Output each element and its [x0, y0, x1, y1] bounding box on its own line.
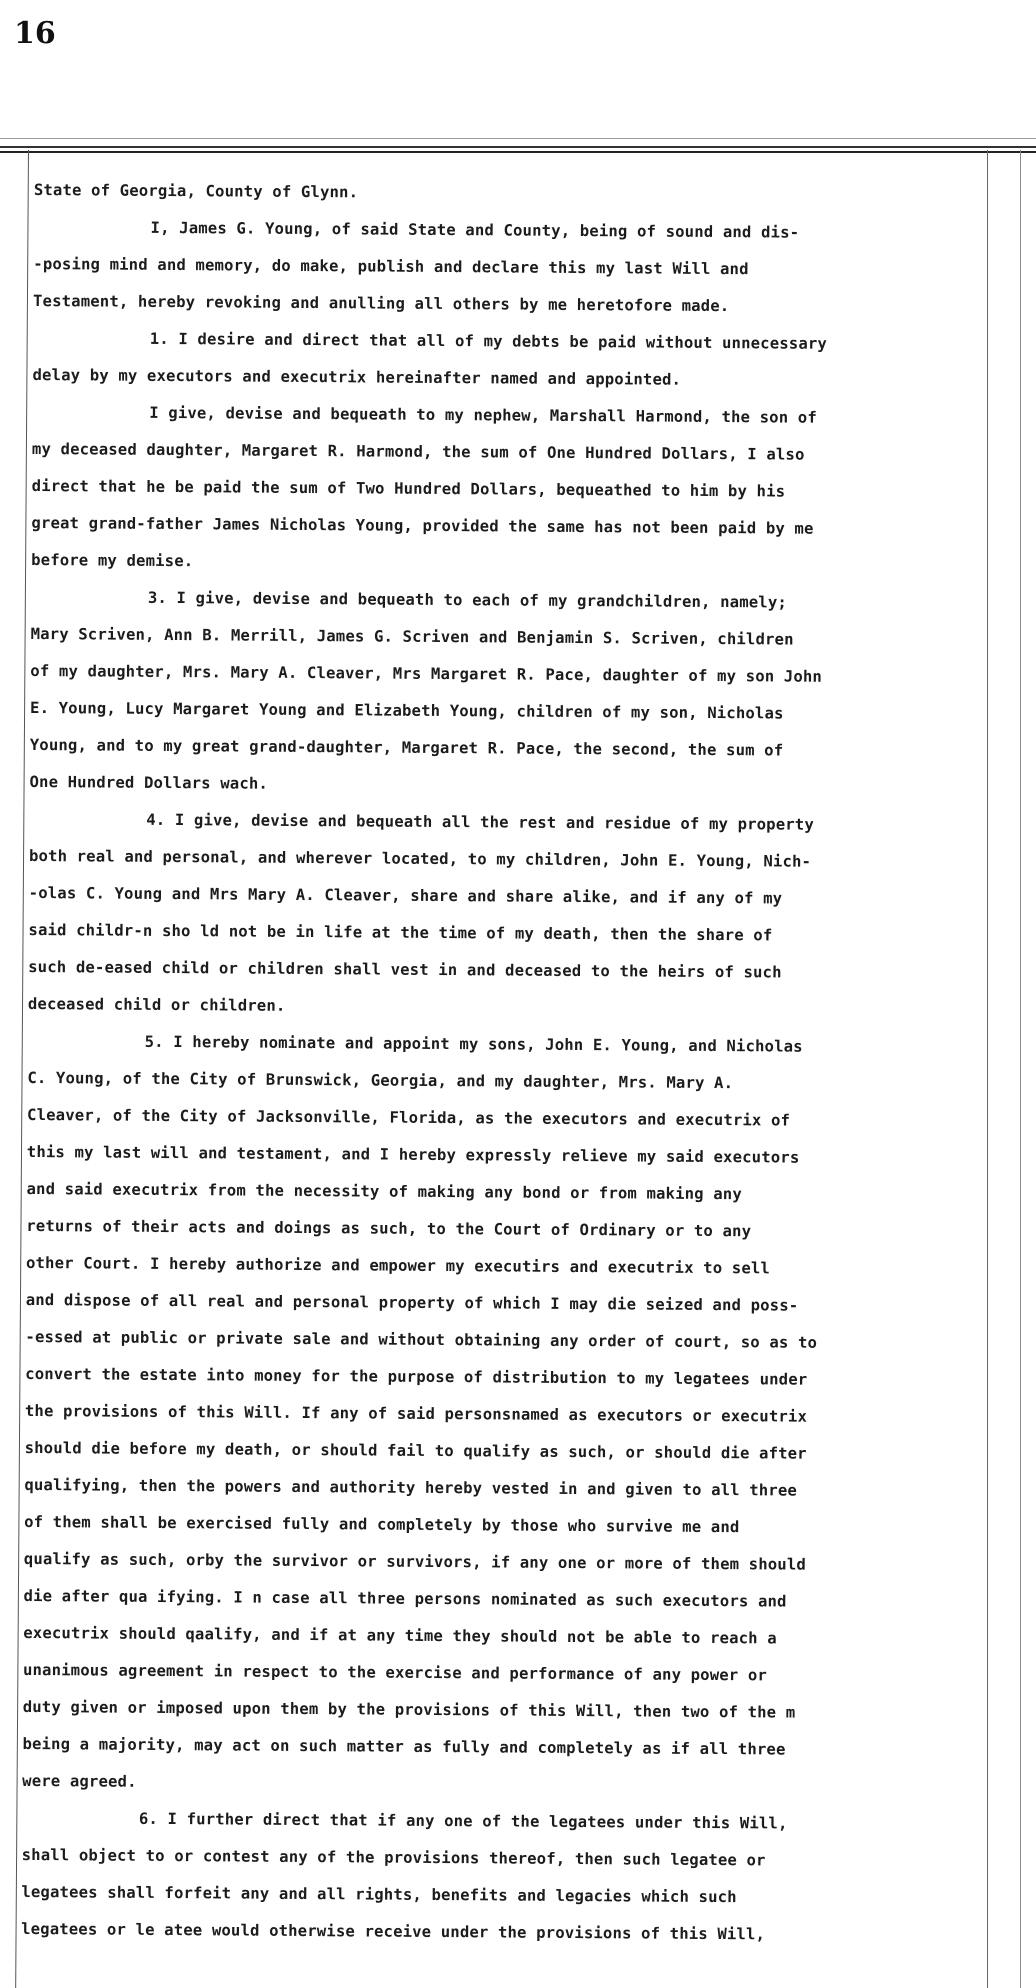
text-line: I, James G. Young, of said State and County, being of sound and dis-	[150, 218, 800, 242]
header-rule-heavy	[0, 151, 1036, 153]
text-line: State of Georgia, County of Glynn.	[33, 180, 359, 202]
text-line: of them shall be exercised fully and completely by those who survive me and	[24, 1512, 740, 1537]
text-line: executrix should qaalify, and if at any time they should not be able to reach a	[23, 1623, 777, 1648]
text-line: my deceased daughter, Margaret R. Harmond, the sum of One Hundred Dollars, I also	[31, 439, 805, 464]
text-line: and said executrix from the necessity of making any bond or from making any	[26, 1179, 742, 1204]
text-line: shall object to or contest any of the provisions thereof, then such legatee or	[21, 1845, 766, 1870]
text-line: C. Young, of the City of Brunswick, Georgia, and my daughter, Mrs. Mary A.	[27, 1068, 734, 1093]
text-line: legatees or le atee would otherwise receive under the provisions of this Will,	[21, 1919, 766, 1944]
text-line: of my daughter, Mrs. Mary A. Cleaver, Mrs Margaret R. Pace, daughter of my son John	[30, 661, 823, 686]
text-line: said childr-n sho ld not be in life at the time of my death, then the share of	[28, 920, 773, 945]
text-line: and dispose of all real and personal property of which I may die seized and poss-	[25, 1290, 799, 1315]
text-line: both real and personal, and wherever located, to my children, John E. Young, Nich-	[28, 846, 812, 871]
text-line: Mary Scriven, Ann B. Merrill, James G. Scriven and Benjamin S. Scriven, children	[30, 624, 794, 649]
text-line: 4. I give, devise and bequeath all the rest and residue of my property	[146, 810, 814, 834]
text-line: returns of their acts and doings as such, to the Court of Ordinary or to any	[26, 1216, 752, 1241]
text-line: qualify as such, orby the survivor or survivors, if any one or more of them should	[23, 1549, 807, 1574]
text-line: One Hundred Dollars wach.	[29, 772, 269, 793]
text-line: qualifying, then the powers and authority hereby vested in and given to all three	[24, 1475, 798, 1500]
text-line: 5. I hereby nominate and appoint my sons, John E. Young, and Nicholas	[144, 1032, 803, 1056]
text-line: this my last will and testament, and I hereby expressly relieve my said executors	[26, 1142, 800, 1167]
text-line: I give, devise and bequeath to my nephew, Marshall Harmond, the son of	[149, 403, 817, 427]
will-text-body	[21, 172, 999, 1955]
text-line: convert the estate into money for the purpose of distribution to my legatees under	[25, 1364, 808, 1389]
text-line: should die before my death, or should fail to qualify as such, or should die after	[24, 1438, 807, 1463]
text-line: direct that he be paid the sum of Two Hundred Dollars, bequeathed to him by his	[31, 476, 786, 501]
text-line: were agreed.	[22, 1771, 137, 1791]
text-line: 6. I further direct that if any one of the legatees under this Will,	[138, 1809, 788, 1833]
text-line: 1. I desire and direct that all of my debts be paid without unnecessary	[149, 329, 828, 353]
text-line: E. Young, Lucy Margaret Young and Elizabeth Young, children of my son, Nicholas	[30, 698, 784, 723]
text-line: great grand-father James Nicholas Young, provided the same has not been paid by me	[31, 513, 814, 538]
text-line: duty given or imposed upon them by the provisions of this Will, then two of the m	[22, 1697, 796, 1722]
header-rule-thin	[0, 138, 1036, 139]
text-line: Cleaver, of the City of Jacksonville, Florida, as the executors and executrix of	[27, 1105, 791, 1130]
text-line: other Court. I hereby authorize and empower my executirs and executrix to sell	[25, 1253, 771, 1278]
text-line: before my demise.	[31, 550, 194, 571]
text-line: Young, and to my great grand-daughter, Margaret R. Pace, the second, the sum of	[29, 735, 784, 760]
text-line: -essed at public or private sale and without obtaining any order of court, so as to	[25, 1327, 818, 1352]
text-line: the provisions of this Will. If any of said personsnamed as executors or executrix	[24, 1401, 808, 1426]
text-line: deceased child or children.	[27, 994, 286, 1015]
text-line: being a majority, may act on such matter as fully and completely as if all three	[22, 1734, 786, 1759]
text-line: die after qua ifying. I n case all three persons nominated as such executors and	[23, 1586, 787, 1611]
header-rule	[0, 146, 1036, 148]
text-line: -olas C. Young and Mrs Mary A. Cleaver, share and share alike, and if any of my	[28, 883, 783, 908]
text-line: delay by my executors and executrix hereinafter named and appointed.	[32, 365, 682, 389]
text-line: unanimous agreement in respect to the exercise and performance of any power or	[22, 1660, 768, 1685]
text-line: Testament, hereby revoking and anulling all others by me heretofore made.	[32, 291, 730, 316]
text-line: legatees shall forfeit any and all rights, benefits and legacies which such	[21, 1882, 737, 1907]
text-line: -posing mind and memory, do make, publish and declare this my last Will and	[33, 254, 749, 279]
text-line: 3. I give, devise and bequeath to each of my grandchildren, namely;	[147, 588, 787, 612]
page-number: 16	[14, 16, 56, 51]
text-line: such de-eased child or children shall vest in and deceased to the heirs of such	[28, 957, 782, 982]
right-outer-margin-line	[1020, 150, 1021, 1988]
